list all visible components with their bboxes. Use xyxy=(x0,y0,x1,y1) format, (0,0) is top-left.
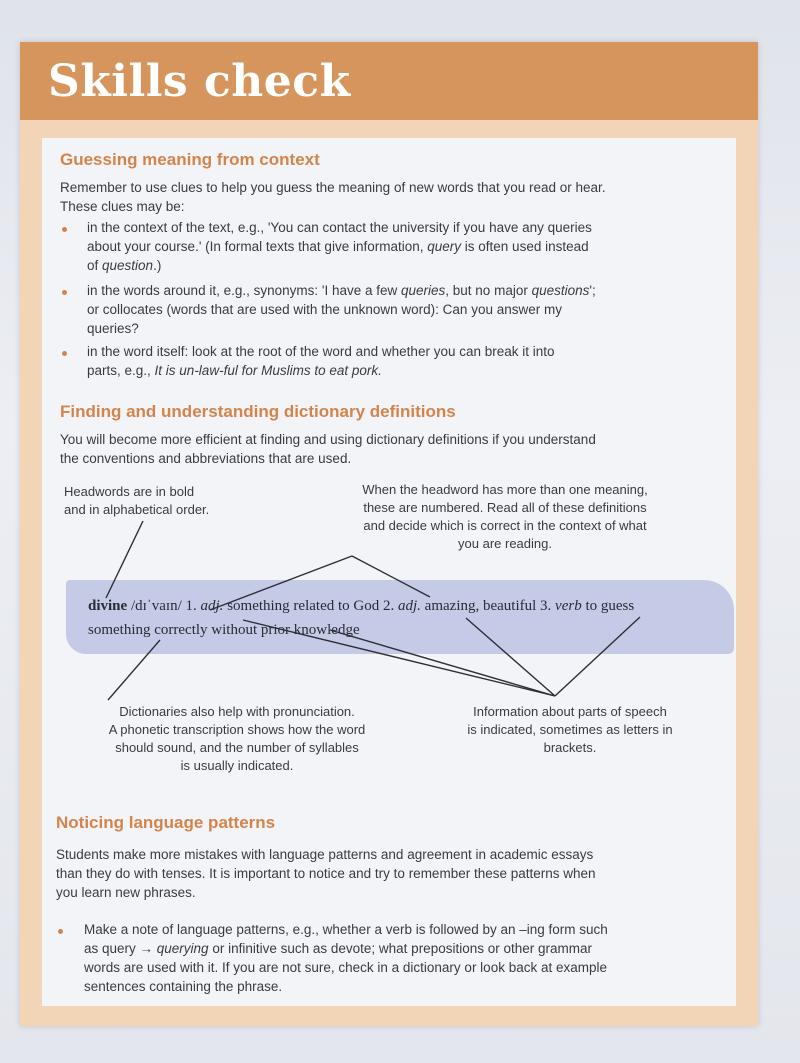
text-line: words are used with it. If you are not sure, check in a dictionary or look back at example xyxy=(84,960,608,975)
section-title-dictionary-definitions: Finding and understanding dictionary definitions xyxy=(60,402,456,421)
text-line: Students make more mistakes with language patterns and agreement in academic essays xyxy=(56,847,594,862)
text-span: .) xyxy=(153,258,162,273)
connector-pos-line-3 xyxy=(466,618,555,696)
text-line: these are numbered. Read all of these definitions xyxy=(363,500,647,515)
text-line: the conventions and abbreviations that are used. xyxy=(60,451,352,466)
text-line: Headwords are in bold xyxy=(64,484,195,499)
text-line: When the headword has more than one meaning, xyxy=(362,482,648,497)
text-emphasis: It is un-law-ful for Muslims to eat pork. xyxy=(154,363,382,378)
definition: amazing, beautiful xyxy=(420,598,541,614)
text-span: about your course.' (In formal texts that give information, xyxy=(87,239,428,254)
connector-numbered-line-right xyxy=(352,556,430,597)
part-of-speech: adj. xyxy=(200,598,224,614)
sense-number: 3. xyxy=(540,598,556,614)
part-of-speech: verb xyxy=(555,598,582,614)
text-span: in the words around it, e.g., synonyms: 'I have a few xyxy=(87,283,401,298)
text-emphasis: question xyxy=(102,258,154,273)
section3-intro xyxy=(56,845,746,902)
text-line: is indicated, sometimes as letters in xyxy=(467,722,673,737)
section-title-language-patterns: Noticing language patterns xyxy=(56,813,276,832)
text-line: Remember to use clues to help you guess the meaning of new words that you read or hear. xyxy=(60,180,606,195)
text-line: should sound, and the number of syllables xyxy=(115,740,359,755)
text-line: and decide which is correct in the context of what xyxy=(363,518,647,533)
text-span: , but no major xyxy=(445,283,532,298)
text-emphasis: query xyxy=(427,239,462,254)
definition: something related to God xyxy=(223,598,383,614)
text-line: You will become more efficient at finding and using dictionary definitions if you understand xyxy=(60,432,596,447)
text-line: and in alphabetical order. xyxy=(64,502,210,517)
section3-bullet-language-patterns xyxy=(84,920,744,996)
text-span: of xyxy=(87,258,103,273)
part-of-speech: adj. xyxy=(398,598,421,614)
connector-pos-line-2 xyxy=(330,630,555,696)
text-span: parts, e.g., xyxy=(87,363,155,378)
sense-number: 2. xyxy=(383,598,398,614)
definition: to guess something correctly without prior knowledge xyxy=(88,598,635,638)
text-line: These clues may be: xyxy=(60,199,185,214)
text-line: queries? xyxy=(87,321,139,336)
text-span: is often used instead xyxy=(461,239,589,254)
text-emphasis: questions xyxy=(531,283,590,298)
connector-pronunciation-line xyxy=(108,640,160,700)
dictionary-headword: divine xyxy=(88,598,128,614)
connector-numbered-line-left xyxy=(210,556,352,610)
text-line: brackets. xyxy=(543,740,597,755)
text-line: sentences containing the phrase. xyxy=(84,979,283,994)
text-emphasis: querying xyxy=(156,941,209,956)
connector-pos-line-1 xyxy=(243,620,555,696)
text-line: than they do with tenses. It is important to notice and try to remember these patterns when xyxy=(56,866,596,881)
bullet-icon xyxy=(58,929,63,934)
connector-headword-line xyxy=(106,521,143,598)
text-line: Make a note of language patterns, e.g., whether a verb is followed by an –ing form such xyxy=(84,922,608,937)
text-line xyxy=(84,939,744,958)
sense-number: 1. xyxy=(185,598,201,614)
text-span: or infinitive such as devote; what prepositions or other grammar xyxy=(208,941,593,956)
text-line: Information about parts of speech xyxy=(473,704,667,719)
label-pronunciation xyxy=(62,703,412,775)
text-emphasis: queries xyxy=(401,283,446,298)
text-line: in the word itself: look at the root of the word and whether you can break it into xyxy=(87,344,555,359)
text-line: is usually indicated. xyxy=(180,758,294,773)
label-parts-of-speech xyxy=(430,703,710,757)
text-line: Dictionaries also help with pronunciation. xyxy=(119,704,355,719)
text-span: '; xyxy=(589,283,596,298)
text-line: you are reading. xyxy=(458,536,552,551)
text-line: A phonetic transcription shows how the word xyxy=(108,722,366,737)
text-span: as query → xyxy=(84,941,157,956)
connector-pos-line-4 xyxy=(555,617,640,696)
page-title: Skills check xyxy=(48,56,351,107)
pronunciation: /dɪˈvaɪn/ xyxy=(127,598,186,614)
section-title-guessing-meaning: Guessing meaning from context xyxy=(60,150,320,169)
text-line: in the context of the text, e.g., 'You can contact the university if you have any queries xyxy=(87,220,592,235)
text-line: or collocates (words that are used with the unknown word): Can you answer my xyxy=(87,302,562,317)
text-line: you learn new phrases. xyxy=(56,885,196,900)
